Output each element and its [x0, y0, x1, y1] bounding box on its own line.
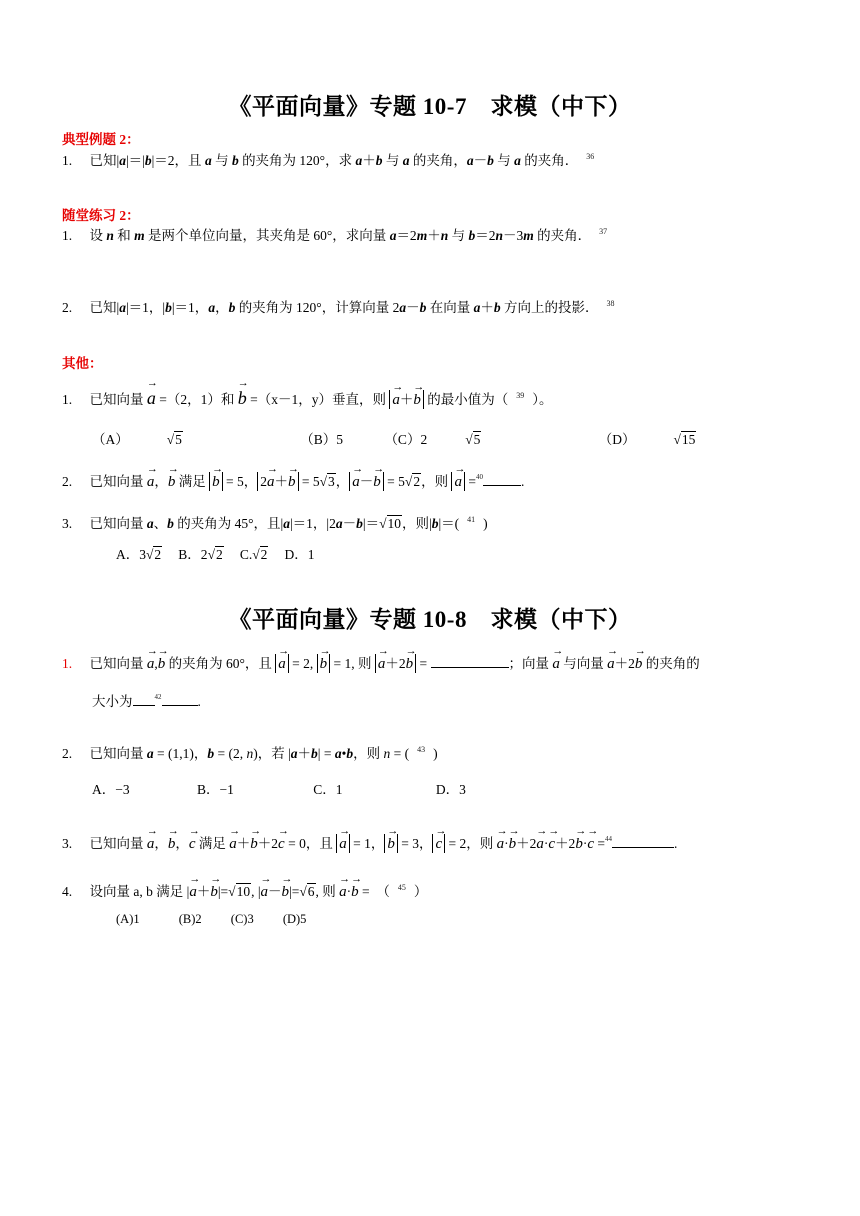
answer-ref: 43: [417, 745, 426, 754]
question-number: 2.: [62, 474, 73, 489]
practice-question-2: 2. 已知|a|＝1，|b|＝1，a，b 的夹角为 120°，计算向量 2a－b 在向量 a＋b 方向上的投影． $^{38}$: [62, 299, 615, 315]
option-b: (B)2: [178, 912, 202, 926]
practice-question-1: 1. 设 n 和 m 是两个单位向量，其夹角是 60°，求向量 a＝2m＋n 与 b＝2n－3m 的夹角． $^{37}$: [62, 227, 608, 243]
option-a: A．−3: [92, 782, 130, 797]
section-example-heading: 典型例题 2：: [62, 132, 140, 147]
option-b: B．2√2: [178, 547, 223, 562]
option-d: （D） √15: [598, 432, 696, 447]
option-c: (C)3: [230, 912, 254, 926]
answer-ref: 41: [467, 515, 476, 524]
answer-ref: 38: [606, 299, 615, 308]
answer-ref: 42: [154, 693, 162, 701]
answer-ref: 36: [586, 152, 595, 161]
q2-question-1-cont: 大小为 $^{42}$ .: [92, 693, 201, 709]
question-number: 1.: [62, 656, 73, 671]
option-d: (D)5: [282, 912, 307, 926]
option-c: （C）2 √5: [384, 432, 481, 447]
option-b: （B）5: [300, 432, 344, 447]
answer-ref: 45: [397, 883, 406, 892]
question-number: 3.: [62, 516, 73, 531]
other-question-3-options: [116, 543, 315, 563]
option-c: C.√2: [239, 547, 268, 562]
page-title-10-7: 《平面向量》专题 10-7 求模（中下）: [228, 94, 632, 119]
option-c: C．1: [313, 782, 343, 797]
question-number: 2.: [62, 300, 73, 315]
question-number: 3.: [62, 836, 73, 851]
q2-question-4: 4. 设向量 a, b 满足 |→ a＋→ b|=√10, |→ a－→ b|=√6, 则 → a·→ b = （ $^{45}$ ）: [62, 880, 427, 901]
other-question-3: 3. 已知向量 a、b 的夹角为 45°，且|a|＝1，|2a－b|＝√10，则|b|＝( $^{41}$ ): [62, 515, 488, 531]
example-question-1: 1. 已知|a|＝|b|＝2，且 a 与 b 的夹角为 120°，求 a＋b 与 a 的夹角，a－b 与 a 的夹角． $^{36}$: [62, 152, 595, 168]
answer-ref: 40: [475, 473, 483, 481]
option-d: D．1: [284, 547, 315, 562]
q2-question-2-options: [92, 778, 504, 798]
other-question-1: 1. 已知向量 → a =（2，1）和 → b =（x－1，y）垂直，则 → a＋→ b 的最小值为（ $^{39}$ ）。: [62, 384, 553, 409]
option-b: B．−1: [197, 782, 234, 797]
q2-question-1: 1. 已知向量 → a,→ b 的夹角为 60°，且 → a = 2, → b = 1, 则 → a＋2→ b = ；向量 → a 与向量 → a＋2→ b 的夹角的: [62, 652, 700, 673]
answer-ref: 37: [599, 227, 608, 236]
question-number: 1.: [62, 392, 73, 407]
question-number: 4.: [62, 884, 73, 899]
q2-question-4-options: [116, 912, 306, 927]
section-other-heading: 其他：: [62, 356, 103, 371]
option-a: (A)1: [116, 912, 140, 926]
option-d: D．3: [435, 782, 466, 797]
question-number: 2.: [62, 746, 73, 761]
question-number: 1.: [62, 228, 73, 243]
section-practice-heading: 随堂练习 2：: [62, 208, 140, 223]
option-a: A．3√2: [116, 547, 162, 562]
other-question-1-options: [92, 428, 810, 448]
option-a: （A） √5: [92, 432, 182, 447]
answer-ref: 39: [516, 391, 525, 400]
other-question-2: 2. 已知向量 → a，→ b 满足 → b = 5， 2→ a＋→ b = 5√3，→ a－→ b = 5√2，则 → a =$^{40}$ .: [62, 470, 524, 491]
q2-question-3: 3. 已知向量 → a，→ b，→ c 满足 → a＋→ b＋2→ c = 0，且 → a = 1，→ b = 3，→ c = 2，则 → a·→ b＋2→ a·→ c＋2→ b·→ c =$^{44}$ .: [62, 832, 677, 853]
question-number: 1.: [62, 153, 73, 168]
q2-question-2: 2. 已知向量 a = (1,1)，b = (2, n)，若 |a＋b| = a•b，则 n = ( $^{43}$ ): [62, 745, 438, 761]
page-title-10-8: 《平面向量》专题 10-8 求模（中下）: [228, 607, 632, 632]
answer-ref: 44: [604, 835, 612, 843]
